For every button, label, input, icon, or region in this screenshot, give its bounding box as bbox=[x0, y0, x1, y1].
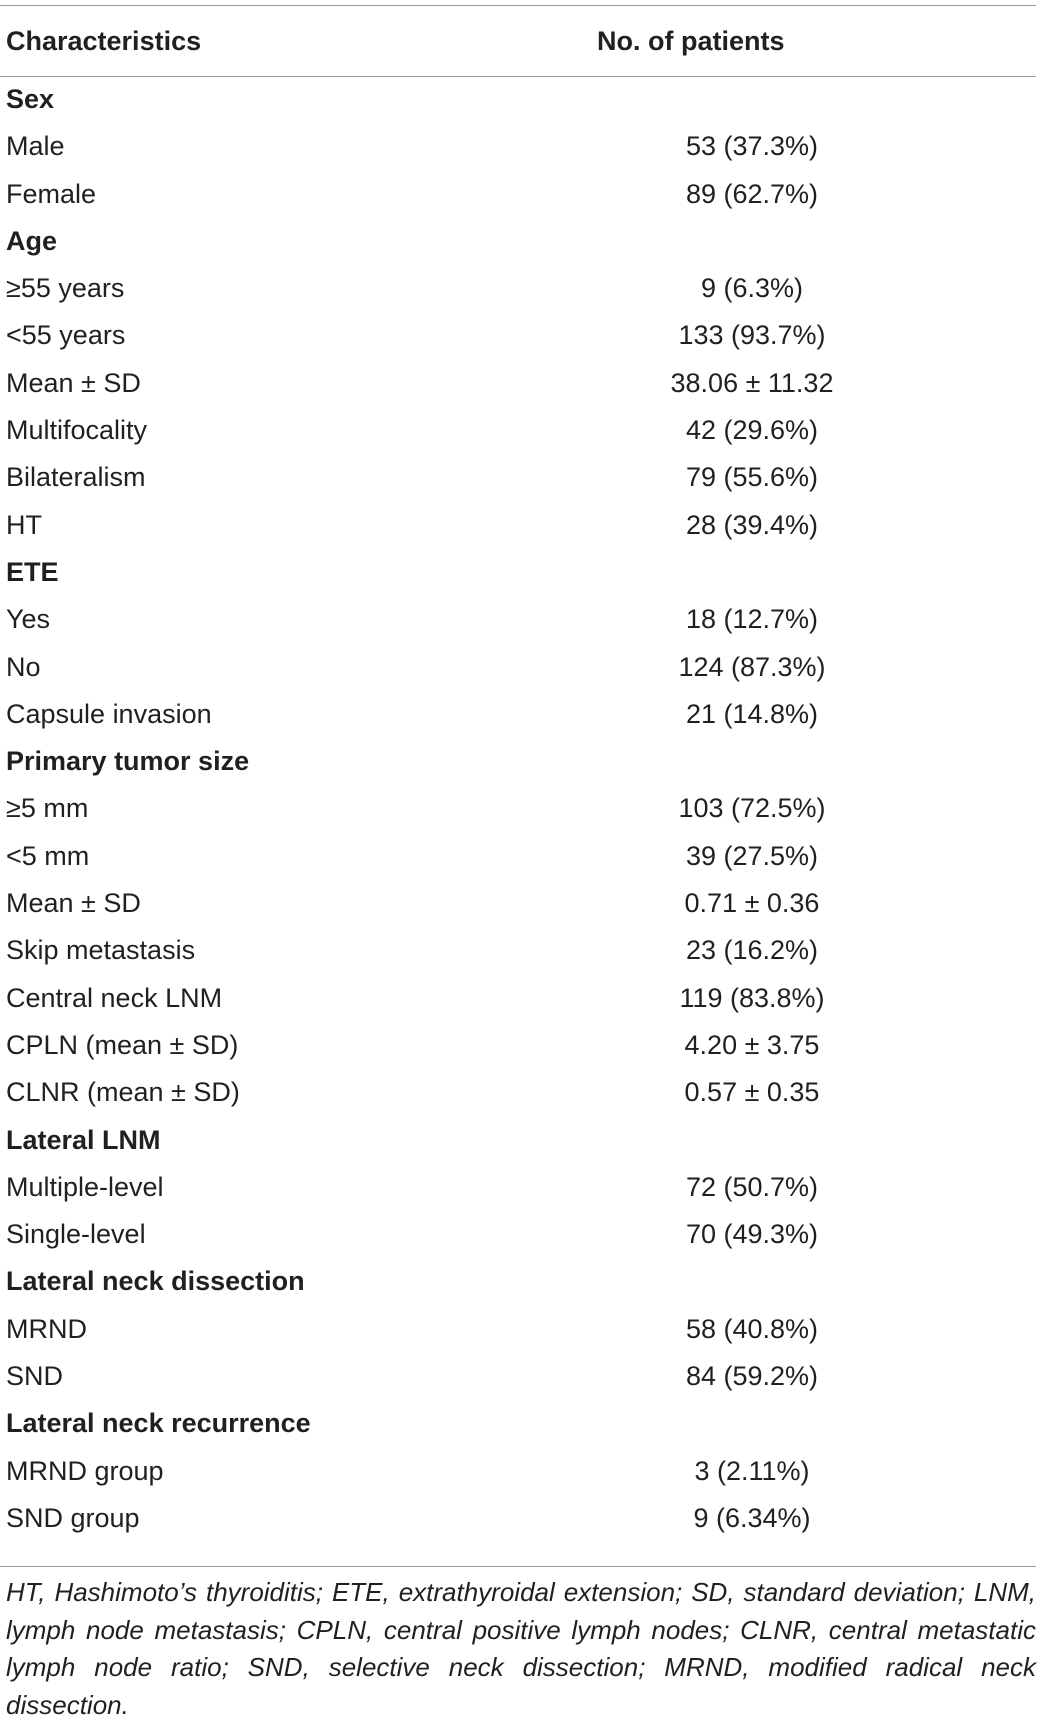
row-value: 72 (50.7%) bbox=[685, 1171, 819, 1202]
row-value-cell bbox=[580, 1495, 1036, 1542]
row-value-cell bbox=[580, 1069, 1036, 1116]
row-value: 38.06 ± 11.32 bbox=[670, 367, 834, 398]
row-value-cell bbox=[580, 1211, 1036, 1258]
section-label: Lateral neck recurrence bbox=[6, 1408, 311, 1439]
table-row bbox=[0, 360, 1036, 407]
row-value: 23 (16.2%) bbox=[685, 935, 819, 966]
table-row bbox=[0, 1495, 1036, 1542]
table-row bbox=[0, 880, 1036, 927]
row-value: 0.57 ± 0.35 bbox=[684, 1077, 820, 1108]
row-label: Multifocality bbox=[6, 415, 148, 446]
table-footnote: HT, Hashimoto’s thyroiditis; ETE, extrathyroidal extension; SD, standard deviation; LNM, lymph node metastasis; CPLN, central positive lymph nodes; CLNR, central metastatic lymph node ratio; SND, selective neck dissection; MRND, modified radical neck dissection. bbox=[6, 1577, 1036, 1720]
table-row bbox=[0, 502, 1036, 549]
table-row bbox=[0, 1306, 1036, 1353]
row-label: Single-level bbox=[6, 1219, 146, 1250]
table-body bbox=[0, 76, 1036, 1542]
row-label: Capsule invasion bbox=[6, 698, 212, 729]
row-label: CPLN (mean ± SD) bbox=[6, 1029, 239, 1060]
table-row bbox=[0, 1069, 1036, 1116]
section-label: Age bbox=[6, 225, 58, 256]
row-value: 28 (39.4%) bbox=[685, 509, 819, 540]
row-value: 58 (40.8%) bbox=[685, 1313, 819, 1344]
row-value-cell bbox=[580, 502, 1036, 549]
section-label: ETE bbox=[6, 556, 59, 587]
table-row bbox=[0, 785, 1036, 832]
row-label: SND bbox=[6, 1361, 64, 1392]
table-row bbox=[0, 691, 1036, 738]
row-value-cell bbox=[580, 691, 1036, 738]
row-label: Skip metastasis bbox=[6, 935, 196, 966]
section-label: Lateral LNM bbox=[6, 1124, 161, 1155]
table-row bbox=[0, 1211, 1036, 1258]
row-value-cell bbox=[580, 407, 1036, 454]
row-value-cell bbox=[580, 265, 1036, 312]
row-label: Bilateralism bbox=[6, 462, 146, 493]
table-row bbox=[0, 312, 1036, 359]
section-row bbox=[0, 738, 1036, 785]
table-row bbox=[0, 596, 1036, 643]
row-value-cell bbox=[580, 360, 1036, 407]
row-value-cell bbox=[580, 1306, 1036, 1353]
bottom-rule bbox=[0, 1566, 1036, 1567]
table-row bbox=[0, 407, 1036, 454]
section-label: Primary tumor size bbox=[6, 746, 250, 777]
row-value-cell bbox=[580, 596, 1036, 643]
row-label: SND group bbox=[6, 1502, 140, 1533]
row-label: Male bbox=[6, 131, 65, 162]
row-label: <55 years bbox=[6, 320, 126, 351]
row-value: 18 (12.7%) bbox=[685, 604, 819, 635]
table-row bbox=[0, 1448, 1036, 1495]
row-value: 42 (29.6%) bbox=[685, 415, 819, 446]
row-value-cell bbox=[580, 218, 1036, 265]
row-value: 3 (2.11%) bbox=[694, 1455, 810, 1486]
table-row bbox=[0, 123, 1036, 170]
section-row bbox=[0, 1400, 1036, 1447]
table-header-row bbox=[0, 6, 1036, 76]
row-value: 70 (49.3%) bbox=[685, 1219, 819, 1250]
table-row bbox=[0, 975, 1036, 1022]
row-label: Mean ± SD bbox=[6, 888, 141, 919]
table-row bbox=[0, 833, 1036, 880]
characteristics-table bbox=[0, 6, 1036, 1542]
row-value: 9 (6.34%) bbox=[693, 1502, 811, 1533]
section-row bbox=[0, 549, 1036, 596]
table-row bbox=[0, 1022, 1036, 1069]
row-value: 133 (93.7%) bbox=[678, 320, 826, 351]
row-label: Female bbox=[6, 178, 97, 209]
section-row bbox=[0, 1117, 1036, 1164]
section-row bbox=[0, 76, 1036, 123]
table-row bbox=[0, 454, 1036, 501]
row-label: HT bbox=[6, 509, 42, 540]
row-value: 9 (6.3%) bbox=[700, 273, 804, 304]
table-row bbox=[0, 644, 1036, 691]
section-row bbox=[0, 218, 1036, 265]
row-value-cell bbox=[580, 738, 1036, 785]
row-value-cell bbox=[580, 1353, 1036, 1400]
header-characteristics: Characteristics bbox=[6, 26, 202, 56]
row-label: Mean ± SD bbox=[6, 367, 141, 398]
section-label: Sex bbox=[6, 84, 55, 114]
header-no-of-patients: No. of patients bbox=[597, 26, 785, 56]
table-row bbox=[0, 1164, 1036, 1211]
row-value-cell bbox=[580, 833, 1036, 880]
row-value-cell bbox=[580, 975, 1036, 1022]
row-value-cell bbox=[580, 785, 1036, 832]
row-value-cell bbox=[580, 454, 1036, 501]
row-value-cell bbox=[580, 171, 1036, 218]
row-label: ≥55 years bbox=[6, 273, 125, 304]
row-value-cell bbox=[580, 1448, 1036, 1495]
row-value: 103 (72.5%) bbox=[678, 793, 826, 824]
row-value-cell bbox=[580, 549, 1036, 596]
row-label: MRND group bbox=[6, 1455, 164, 1486]
row-value-cell bbox=[580, 1400, 1036, 1447]
row-value: 0.71 ± 0.36 bbox=[684, 888, 820, 919]
row-label: MRND bbox=[6, 1313, 87, 1344]
row-value: 124 (87.3%) bbox=[678, 651, 826, 682]
row-value-cell bbox=[580, 76, 1036, 123]
row-value: 21 (14.8%) bbox=[685, 698, 819, 729]
row-value-cell bbox=[580, 1164, 1036, 1211]
row-value: 79 (55.6%) bbox=[685, 462, 819, 493]
table-row bbox=[0, 171, 1036, 218]
section-label: Lateral neck dissection bbox=[6, 1266, 305, 1297]
row-label: No bbox=[6, 651, 41, 682]
row-value-cell bbox=[580, 1022, 1036, 1069]
table-row bbox=[0, 927, 1036, 974]
row-value-cell bbox=[580, 927, 1036, 974]
row-value: 53 (37.3%) bbox=[685, 131, 819, 162]
row-value-cell bbox=[580, 880, 1036, 927]
row-value: 39 (27.5%) bbox=[685, 840, 819, 871]
row-value-cell bbox=[580, 1117, 1036, 1164]
row-value-cell bbox=[580, 123, 1036, 170]
row-value: 4.20 ± 3.75 bbox=[684, 1029, 820, 1060]
row-label: Central neck LNM bbox=[6, 982, 223, 1013]
row-label: ≥5 mm bbox=[6, 793, 89, 824]
row-value-cell bbox=[580, 1258, 1036, 1305]
row-value: 119 (83.8%) bbox=[679, 982, 825, 1013]
row-value-cell bbox=[580, 644, 1036, 691]
row-value: 89 (62.7%) bbox=[685, 178, 819, 209]
row-label: Yes bbox=[6, 604, 51, 635]
row-value: 84 (59.2%) bbox=[685, 1361, 819, 1392]
row-label: CLNR (mean ± SD) bbox=[6, 1077, 240, 1108]
table-row bbox=[0, 265, 1036, 312]
section-row bbox=[0, 1258, 1036, 1305]
row-label: Multiple-level bbox=[6, 1171, 164, 1202]
row-label: <5 mm bbox=[6, 840, 90, 871]
table-row bbox=[0, 1353, 1036, 1400]
row-value-cell bbox=[580, 312, 1036, 359]
